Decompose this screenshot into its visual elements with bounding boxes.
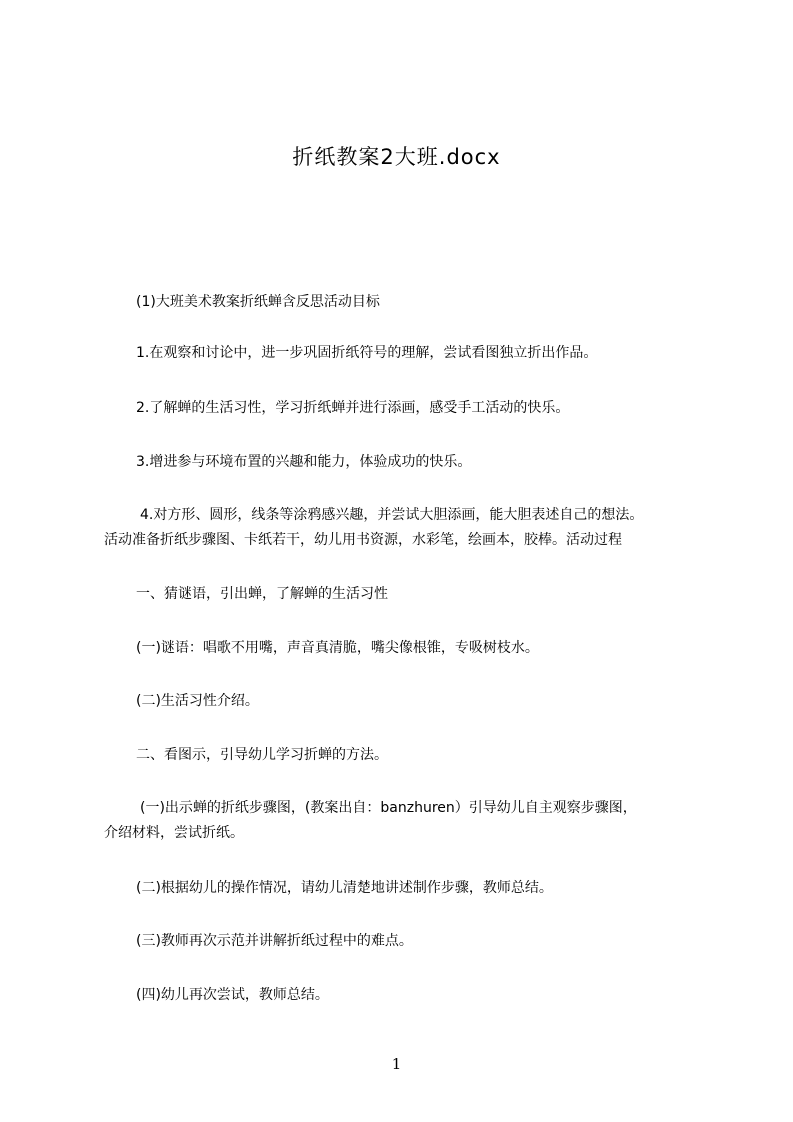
section-heading-1: 一、猜谜语，引出蝉，了解蝉的生活习性 (136, 586, 388, 602)
section-heading-2: 二、看图示，引导幼儿学习折蝉的方法。 (136, 747, 388, 763)
body-line-6: 活动准备折纸步骤图、卡纸若干，幼儿用书资源，水彩笔，绘画本，胶棒。活动过程 (104, 532, 622, 548)
body-line-1: (1)大班美术教案折纸蝉含反思活动目标 (136, 294, 380, 310)
body-line-8: (二)生活习性介绍。 (136, 693, 259, 709)
document-title: 折纸教案2大班.docx (292, 145, 501, 169)
body-line-11: (二)根据幼儿的操作情况，请幼儿清楚地讲述制作步骤，教师总结。 (136, 880, 553, 896)
body-line-9: (一)出示蝉的折纸步骤图，(教案出自：banzhuren）引导幼儿自主观察步骤图， (140, 800, 637, 816)
body-line-4: 3.增进参与环境布置的兴趣和能力，体验成功的快乐。 (136, 454, 472, 470)
body-line-5: 4.对方形、圆形，线条等涂鸦感兴趣，并尝试大胆添画，能大胆表述自己的想法。 (140, 507, 644, 523)
body-line-12: (三)教师再次示范并讲解折纸过程中的难点。 (136, 933, 413, 949)
body-line-2: 1.在观察和讨论中，进一步巩固折纸符号的理解，尝试看图独立折出作品。 (136, 345, 598, 361)
body-line-7: (一)谜语：唱歌不用嘴，声音真清脆，嘴尖像根锥，专吸树枝水。 (136, 640, 539, 656)
body-line-3: 2.了解蝉的生活习性，学习折纸蝉并进行添画，感受手工活动的快乐。 (136, 400, 570, 416)
page-number: 1 (391, 1055, 402, 1073)
body-line-10: 介绍材料，尝试折纸。 (104, 825, 244, 841)
body-line-13: (四)幼儿再次尝试，教师总结。 (136, 987, 329, 1003)
